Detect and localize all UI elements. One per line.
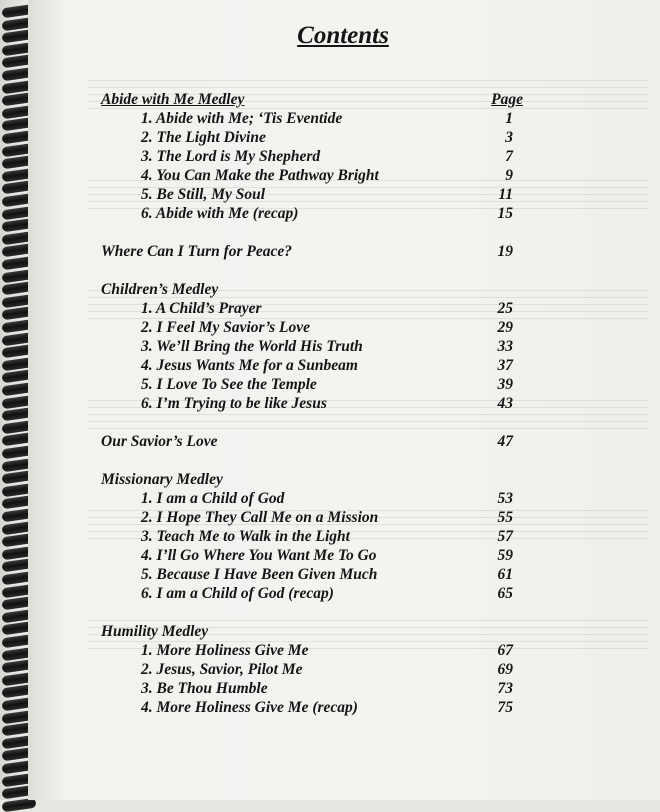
list-item [101,109,541,128]
item-label: 2. The Light Divine [141,129,266,146]
section-title: Missionary Medley [101,471,223,488]
item-label: 3. Teach Me to Walk in the Light [141,528,350,545]
list-item [101,128,541,147]
item-page: 9 [505,167,513,184]
item-page: 69 [497,661,513,678]
list-item [101,527,541,546]
list-item [101,394,541,413]
list-item [101,698,541,717]
list-item [101,185,541,204]
item-label: 1. I am a Child of God [141,490,285,507]
item-label: 4. Jesus Wants Me for a Sunbeam [141,357,358,374]
item-label: 3. Be Thou Humble [141,680,268,697]
section-heading [101,470,541,489]
item-label: 1. Abide with Me; ‘Tis Eventide [141,110,343,127]
item-label: 6. I’m Trying to be like Jesus [141,395,327,412]
list-item [101,508,541,527]
item-label: 3. We’ll Bring the World His Truth [141,338,363,355]
item-label: 4. I’ll Go Where You Want Me To Go [141,547,377,564]
section-heading [101,90,541,109]
item-page: 75 [497,699,513,716]
item-page: 57 [497,528,513,545]
item-label: 2. I Hope They Call Me on a Mission [141,509,379,526]
list-item [101,584,541,603]
item-page: 11 [498,186,513,203]
item-page: 25 [497,300,513,317]
section-page: 47 [497,433,513,450]
page-title: Contents [297,22,389,49]
item-page: 73 [497,680,513,697]
item-page: 43 [497,395,513,412]
list-item [101,489,541,508]
item-label: 1. A Child’s Prayer [141,300,262,317]
list-item [101,166,541,185]
list-item [101,318,541,337]
list-item [101,660,541,679]
list-item [101,356,541,375]
item-label: 4. You Can Make the Pathway Bright [141,167,379,184]
item-page: 15 [497,205,513,222]
item-page: 67 [497,642,513,659]
item-label: 2. I Feel My Savior’s Love [141,319,311,336]
table-of-contents [101,90,541,717]
item-page: 3 [505,129,513,146]
list-item [101,147,541,166]
item-page: 65 [497,585,513,602]
section-heading [101,432,541,451]
item-page: 39 [497,376,513,393]
section-title: Children’s Medley [101,281,219,298]
item-page: 33 [497,338,513,355]
list-item [101,375,541,394]
section-heading [101,622,541,641]
section-page: 19 [497,243,513,260]
list-item [101,565,541,584]
item-label: 2. Jesus, Savior, Pilot Me [141,661,303,678]
item-page: 61 [497,566,513,583]
list-item [101,641,541,660]
section-heading [101,242,541,261]
item-label: 5. Because I Have Been Given Much [141,566,378,583]
item-label: 3. The Lord is My Shepherd [141,148,321,165]
section-heading [101,280,541,299]
item-label: 6. I am a Child of God (recap) [141,585,334,602]
item-page: 1 [505,110,513,127]
item-page: 7 [505,148,513,165]
item-page: 53 [497,490,513,507]
list-item [101,679,541,698]
section-title: Humility Medley [101,623,209,640]
list-item [101,337,541,356]
section-title: Abide with Me Medley [101,91,245,108]
item-page: 37 [497,357,513,374]
item-label: 1. More Holiness Give Me [141,642,309,659]
item-page: 55 [497,509,513,526]
page-column-header: Page [491,91,523,108]
list-item [101,546,541,565]
item-page: 59 [497,547,513,564]
item-label: 6. Abide with Me (recap) [141,205,299,222]
item-page: 29 [497,319,513,336]
item-label: 4. More Holiness Give Me (recap) [141,699,358,716]
item-label: 5. I Love To See the Temple [141,376,317,393]
section-title: Our Savior’s Love [101,433,218,450]
list-item [101,204,541,223]
list-item [101,299,541,318]
section-title: Where Can I Turn for Peace? [101,243,293,260]
item-label: 5. Be Still, My Soul [141,186,266,203]
